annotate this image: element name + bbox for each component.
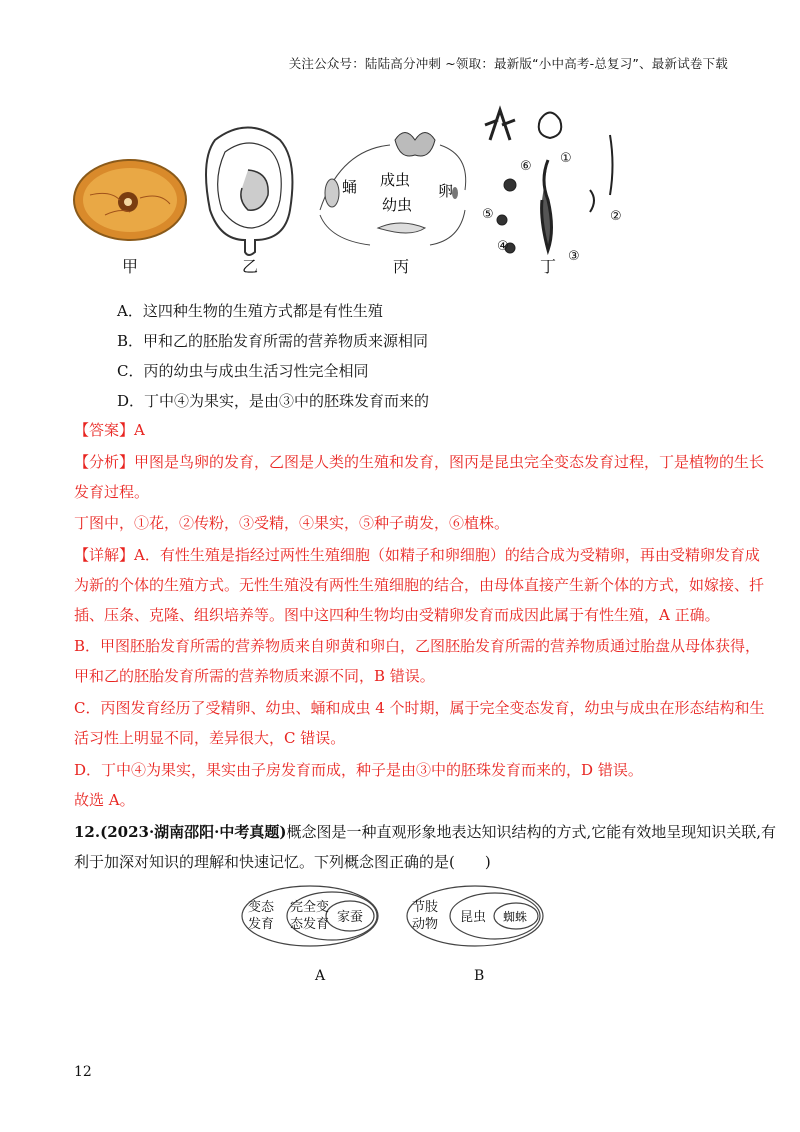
a-middle-2: 态发育: [290, 917, 330, 932]
question-source: (2023·湖南邵阳·中考真题): [100, 823, 287, 841]
question-12-line-1: [74, 820, 777, 844]
concept-maps-figure: [240, 878, 550, 978]
option-b: B．甲和乙的胚胎发育所需的营养物质来源相同: [117, 332, 429, 350]
option-d: D．丁中④为果实，是由③中的胚珠发育而来的: [117, 392, 430, 410]
insect-metamorphosis-image: [320, 133, 466, 246]
concept-map-a: [242, 886, 378, 946]
detail-line-3: 插、压条、克隆、组织培养等。图中这四种生物均由受精卵发育而成因此属于有性生殖，A 正确。: [74, 606, 720, 624]
bird-egg-image: [74, 160, 186, 240]
detail-line-4: B．甲图胚胎发育所需的营养物质来自卵黄和卵白，乙图胚胎发育所需的营养物质通过胎盘从母体获得，: [74, 637, 761, 655]
concept-map-b: [407, 886, 543, 946]
a-outer-1: 变态: [248, 900, 275, 915]
page-header: 关注公众号：陆陆高分冲刺 ~领取：最新版“小中高考-总复习”、最新试卷下载: [288, 56, 728, 71]
b-outer-1: 节肢: [412, 900, 439, 915]
question-12-line-2: 利于加深对知识的理解和快速记忆。下列概念图正确的是( ): [74, 853, 491, 871]
a-outer-2: 发育: [248, 917, 275, 932]
detail-line-1: 【详解】A．有性生殖是指经过两性生殖细胞（如精子和卵细胞）的结合成为受精卵，再由受精卵发育成: [74, 546, 760, 564]
answer-line: 【答案】A: [74, 421, 145, 439]
analysis-line-3: 丁图中，①花，②传粉，③受精，④果实，⑤种子萌发，⑥植株。: [74, 514, 510, 532]
mark-6: ⑥: [520, 159, 532, 174]
question-text-1: 概念图是一种直观形象地表达知识结构的方式,它能有效地呈现知识关联,有: [286, 823, 777, 841]
question-number: 12.: [74, 823, 101, 841]
b-middle: 昆虫: [460, 910, 487, 925]
option-c: C．丙的幼虫与成虫生活习性完全相同: [117, 362, 369, 380]
plant-life-cycle-image: [482, 110, 622, 264]
label-ding: 丁: [540, 257, 557, 276]
detail-line-8: D．丁中④为果实，果实由子房发育而成，种子是由③中的胚珠发育而来的，D 错误。: [74, 761, 643, 779]
larva-label: 幼虫: [382, 196, 413, 214]
mark-3: ③: [568, 249, 580, 264]
option-a: A．这四种生物的生殖方式都是有性生殖: [117, 302, 383, 320]
concept-map-b-label: B: [474, 968, 485, 984]
page-number: 12: [74, 1064, 92, 1080]
pupa-label: 蛹: [342, 178, 358, 196]
reproduction-figure: [70, 100, 670, 280]
mark-2: ②: [610, 209, 622, 224]
detail-line-9: 故选 A。: [74, 791, 135, 809]
b-outer-2: 动物: [412, 917, 439, 932]
egg-label: 卵: [438, 182, 454, 200]
a-middle-1: 完全变: [290, 900, 330, 915]
adult-label: 成虫: [380, 171, 411, 189]
analysis-line-1: 【分析】甲图是鸟卵的发育，乙图是人类的生殖和发育，图丙是昆虫完全变态发育过程，丁是植物的生长: [74, 453, 765, 471]
mark-4: ④: [497, 239, 509, 254]
mark-5: ⑤: [482, 207, 494, 222]
label-yi: 乙: [242, 257, 259, 276]
detail-line-6: C．丙图发育经历了受精卵、幼虫、蛹和成虫 4 个时期，属于完全变态发育，幼虫与成虫在形态结构和生: [74, 699, 765, 717]
label-bing: 丙: [393, 257, 410, 276]
a-inner: 家蚕: [337, 910, 364, 925]
detail-line-2: 为新的个体的生殖方式。无性生殖没有两性生殖细胞的结合，由母体直接产生新个体的方式，如嫁接、扦: [74, 576, 765, 594]
label-jia: 甲: [122, 257, 139, 276]
mark-1: ①: [560, 151, 572, 166]
human-uterus-image: [206, 128, 292, 256]
concept-map-a-label: A: [315, 968, 326, 984]
analysis-line-2: 发育过程。: [74, 483, 150, 501]
detail-line-7: 活习性上明显不同，差异很大，C 错误。: [74, 729, 346, 747]
detail-line-5: 甲和乙的胚胎发育所需的营养物质来源不同，B 错误。: [74, 667, 435, 685]
b-inner: 蜘蛛: [503, 910, 528, 924]
